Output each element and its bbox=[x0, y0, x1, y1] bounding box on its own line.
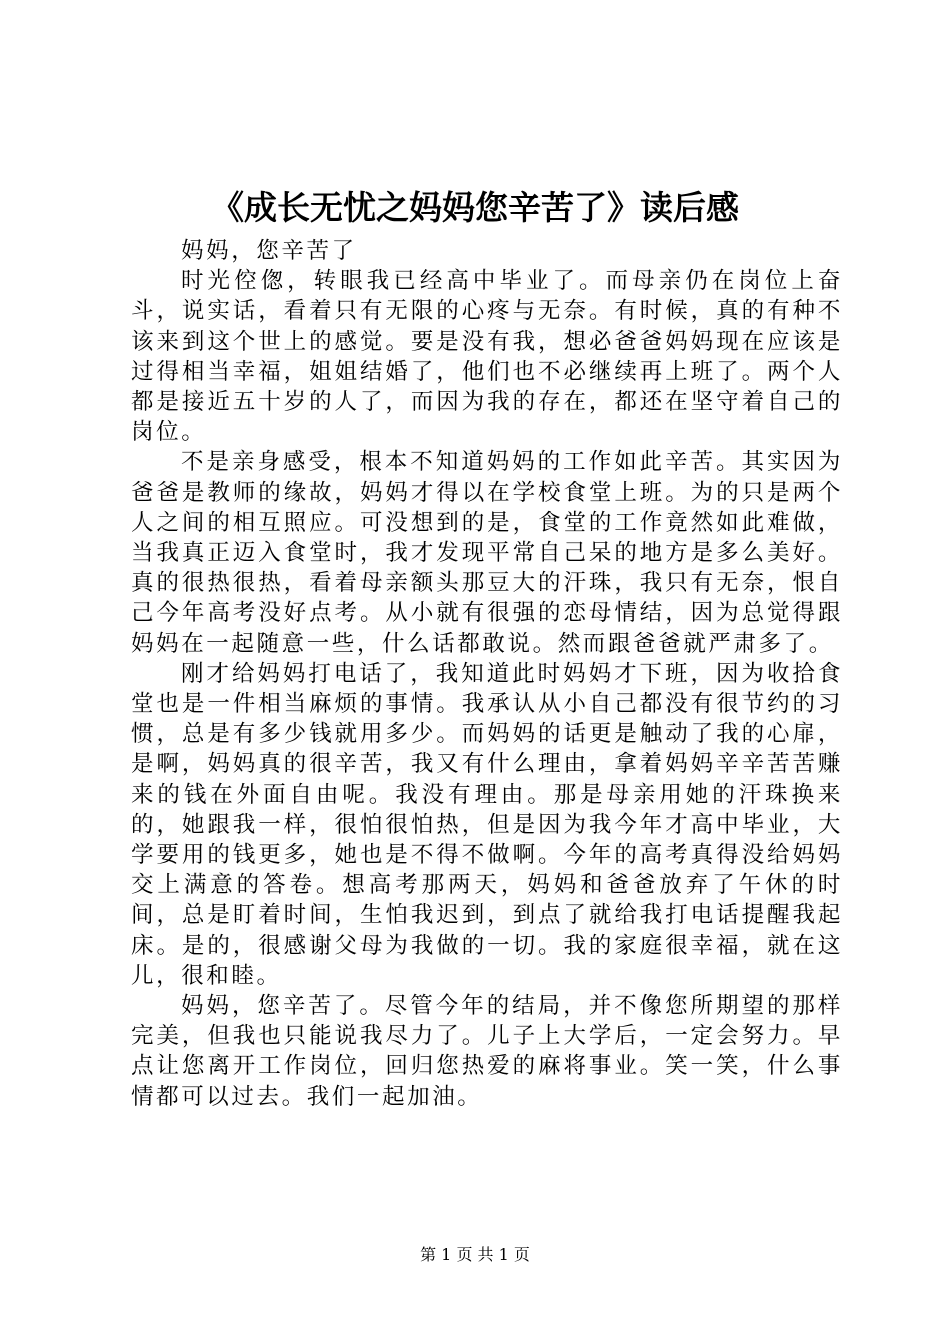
page-number-footer: 第 1 页 共 1 页 bbox=[420, 1245, 530, 1264]
paragraph-greeting: 妈妈，您辛苦了 bbox=[181, 238, 357, 264]
paragraph-2: 不是亲身感受，根本不知道妈妈的工作如此辛苦。其实因为爸爸是教师的缘故，妈妈才得以在学校食堂上班。为的只是两个人之间的相互照应。可没想到的是，食堂的工作竟然如此难做，当我真正迈入食堂时，我才发现平常自己呆的地方是多么美好。真的很热很热，看着母亲额头那豆大的汗珠，我只有无奈，恨自己今年高考没好点考。从小就有很强的恋母情结，因为总觉得跟妈妈在一起随意一些，什么话都敢说。然而跟爸爸就严肃多了。 bbox=[131, 449, 843, 657]
document-body bbox=[131, 236, 843, 1112]
paragraph-4: 妈妈，您辛苦了。尽管今年的结局，并不像您所期望的那样完美，但我也只能说我尽力了。儿子上大学后，一定会努力。早点让您离开工作岗位，回归您热爱的麻将事业。笑一笑，什么事情都可以过去。我们一起加油。 bbox=[131, 993, 843, 1110]
paragraph-3: 刚才给妈妈打电话了，我知道此时妈妈才下班，因为收拾食堂也是一件相当麻烦的事情。我承认从小自己都没有很节约的习惯，总是有多少钱就用多少。而妈妈的话更是触动了我的心扉，是啊，妈妈真的很辛苦，我又有什么理由，拿着妈妈辛辛苦苦赚来的钱在外面自由呢。我没有理由。那是母亲用她的汗珠换来的，她跟我一样，很怕很怕热，但是因为我今年才高中毕业，大学要用的钱更多，她也是不得不做啊。今年的高考真得没给妈妈交上满意的答卷。想高考那两天，妈妈和爸爸放弃了午休的时间，总是盯着时间，生怕我迟到，到点了就给我打电话提醒我起床。是的，很感谢父母为我做的一切。我的家庭很幸福，就在这儿，很和睦。 bbox=[131, 660, 843, 989]
paragraph-1: 时光倥偬，转眼我已经高中毕业了。而母亲仍在岗位上奋斗，说实话，看着只有无限的心疼与无奈。有时候，真的有种不该来到这个世上的感觉。要是没有我，想必爸爸妈妈现在应该是过得相当幸福，姐姐结婚了，他们也不必继续再上班了。两个人都是接近五十岁的人了，而因为我的存在，都还在坚守着自己的岗位。 bbox=[131, 268, 843, 446]
document-title: 《成长无忧之妈妈您辛苦了》读后感 bbox=[211, 188, 739, 227]
